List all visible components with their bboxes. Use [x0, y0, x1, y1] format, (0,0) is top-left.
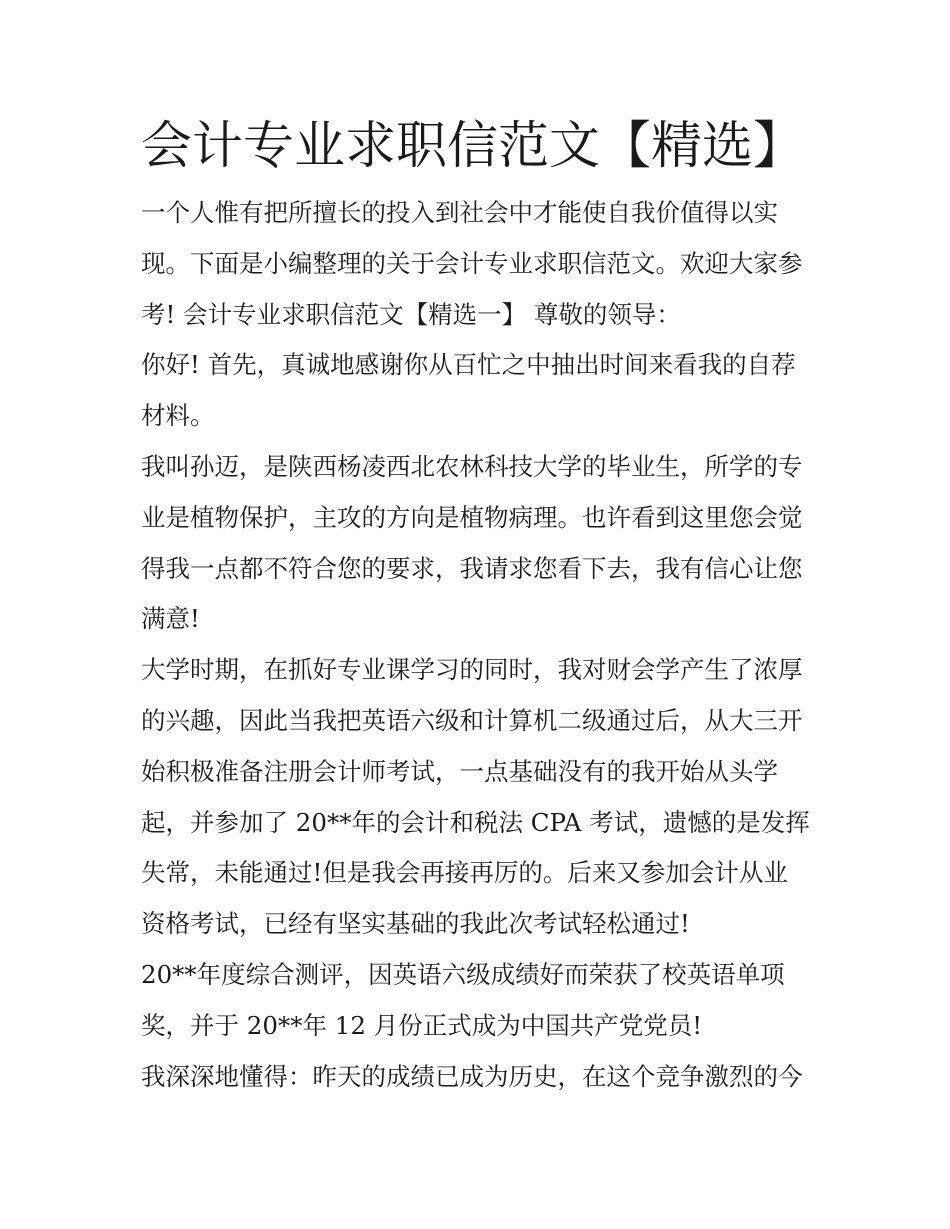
body-line: 始积极准备注册会计师考试，一点基础没有的我开始从头学 — [141, 756, 778, 786]
body-line: 大学时期，在抓好专业课学习的同时，我对财会学产生了浓厚 — [141, 655, 803, 685]
body-line: 得我一点都不符合您的要求，我请求您看下去，我有信心让您 — [141, 553, 803, 583]
body-line: 起，并参加了 20**年的会计和税法 CPA 考试，遗憾的是发挥 — [141, 807, 810, 837]
body-line: 的兴趣，因此当我把英语六级和计算机二级通过后，从大三开 — [141, 705, 803, 735]
body-line: 业是植物保护，主攻的方向是植物病理。也许看到这里您会觉 — [141, 502, 803, 532]
body-line: 现。下面是小编整理的关于会计专业求职信范文。欢迎大家参 — [141, 248, 803, 278]
document-page — [141, 112, 821, 1102]
body-line: 一个人惟有把所擅长的投入到社会中才能使自我价值得以实 — [141, 198, 778, 227]
body-line: 20**年度综合测评，因英语六级成绩好而荣获了校英语单项 — [141, 959, 785, 989]
body-line: 我深深地懂得：昨天的成绩已成为历史，在这个竞争激烈的今 — [141, 1061, 803, 1091]
body-line: 失常，未能通过!但是我会再接再厉的。后来又参加会计从业 — [141, 858, 788, 888]
body-line: 考! 会计专业求职信范文【精选一】 尊敬的领导： — [141, 299, 681, 329]
document-body — [141, 188, 821, 1102]
document-title: 会计专业求职信范文【精选】 — [141, 117, 805, 176]
body-line: 满意! — [141, 604, 200, 634]
body-line: 你好! 首先，真诚地感谢你从百忙之中抽出时间来看我的自荐 — [141, 350, 796, 380]
body-line: 材料。 — [141, 401, 215, 431]
body-line: 我叫孙迈，是陕西杨凌西北农林科技大学的毕业生，所学的专 — [141, 451, 803, 481]
body-line: 资格考试，已经有坚实基础的我此次考试轻松通过! — [141, 909, 690, 939]
body-line: 奖，并于 20**年 12 月份正式成为中国共产党党员! — [141, 1010, 703, 1040]
